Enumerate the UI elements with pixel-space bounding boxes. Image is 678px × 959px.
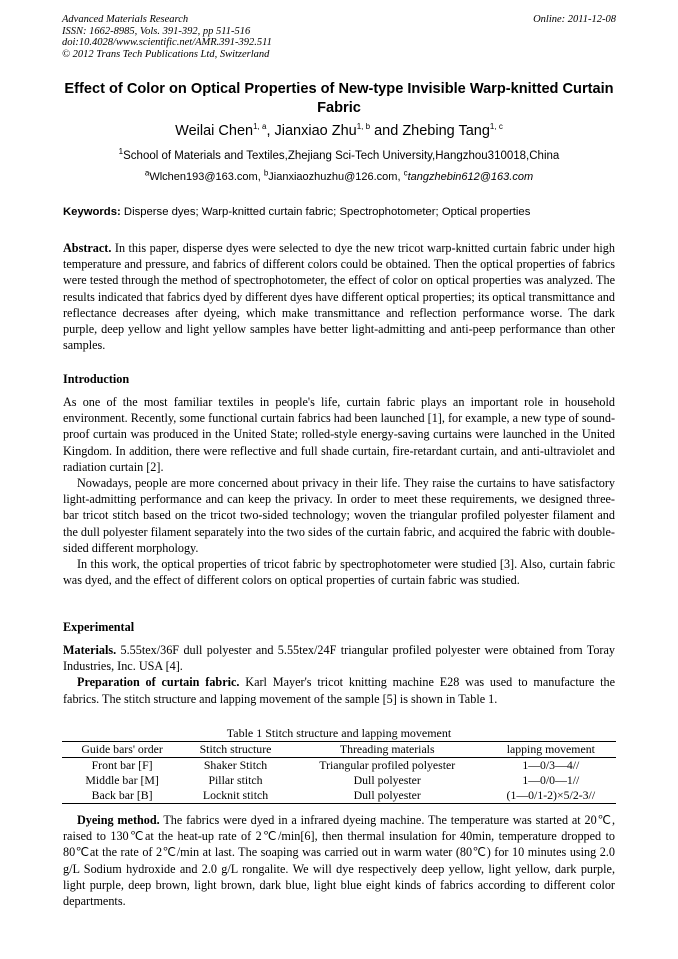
journal-name: Advanced Materials Research bbox=[62, 14, 189, 25]
author-name: Weilai Chen bbox=[175, 123, 254, 139]
table-cell: Dull polyester bbox=[353, 773, 421, 787]
email-address: Jianxiaozhuzhu@126.com bbox=[268, 171, 398, 183]
author-line bbox=[0, 123, 678, 139]
doi-line: doi:10.4028/www.scientific.net/AMR.391-392.511 bbox=[62, 37, 272, 49]
paragraph-materials bbox=[63, 642, 615, 674]
table-cell: Front bar [F] bbox=[91, 758, 153, 772]
journal-header bbox=[62, 14, 272, 60]
paragraph-preparation bbox=[63, 674, 615, 706]
email-line: $^a$Wlchen193@163.com, $^b$Jianxiaozhuzhu@126.com, $^c$tangzhebin612@163.com bbox=[144, 168, 534, 183]
affiliation bbox=[0, 147, 678, 162]
section-heading-introduction: Introduction bbox=[63, 372, 130, 386]
introduction-body bbox=[63, 394, 615, 588]
table-header-cell: Threading materials bbox=[289, 742, 486, 758]
abstract-text: In this paper, disperse dyes were selected to dye the new tricot warp-knitted curtain fabric under high temperature and pressure, and fabrics of different colors could be obtained. Then the optical properties of fabrics were tested through the method of spectrophotometer, the effect of color on optical properties was analyzed. The results indicated that fabrics dyed by different dyes have different optical properties; its optical transmittance and reflectance decreases after dyeing, which make transmittance and reflection performance worse. The dark purple, deep yellow and light yellow samples have better light-admitting and anti-peep performance than other samples. bbox=[63, 241, 615, 353]
table-header-cell: Stitch structure bbox=[182, 742, 289, 758]
stitch-table bbox=[62, 741, 616, 804]
table-cell: Dull polyester bbox=[289, 788, 486, 804]
table-cell: Back bar [B] bbox=[62, 788, 182, 804]
email-address: tangzhebin612@163.com bbox=[407, 171, 534, 183]
table-caption: Table 1 Stitch structure and lapping movement bbox=[226, 726, 452, 740]
author-separator: , bbox=[266, 123, 275, 139]
email-address: Wlchen193@163.com bbox=[149, 171, 258, 183]
table-cell: 1—0/3—4// bbox=[522, 758, 580, 772]
materials-label: Materials. bbox=[63, 643, 117, 657]
affiliation-text: School of Materials and Textiles,Zhejiang Sci-Tech University,Hangzhou310018,China bbox=[123, 150, 560, 162]
dyeing-text: The fabrics were dyed in a infrared dyeing machine. The temperature was started at 20℃, raised to 130℃at the heat-up rate of 2℃/min[6], then thermal insulation for 40min, temperature dropped to 80℃at the rate of 2℃/min at last. The soaping was carried out in warm water (80℃) for 10 minutes using 2.0 g/L Sodium hydroxide and 2.0 g/L rongalite. We will dye respectively deep yellow, light yellow, dark purple, light purple, deep brown, light brown, dark blue, light blue eight kinds of fabrics according to different color departments. bbox=[63, 813, 615, 909]
table-cell: (1—0/1-2)×5/2-3// bbox=[486, 788, 616, 804]
table-cell: Locknit stitch bbox=[182, 788, 289, 804]
copyright-line: © 2012 Trans Tech Publications Ltd, Switzerland bbox=[62, 48, 270, 60]
author-sup: 1, a bbox=[253, 122, 267, 132]
keywords-label: Keywords: bbox=[63, 206, 121, 218]
keywords bbox=[63, 206, 618, 218]
table-row bbox=[62, 773, 616, 788]
table-cell: 1—0/0—1// bbox=[522, 773, 580, 787]
email-sup: a bbox=[144, 168, 150, 178]
keywords-text: Disperse dyes; Warp-knitted curtain fabric; Spectrophotometer; Optical properties bbox=[123, 206, 531, 218]
table-row bbox=[62, 788, 616, 804]
abstract-label: Abstract. bbox=[63, 241, 112, 255]
abstract bbox=[63, 240, 615, 353]
preparation-label: Preparation of curtain fabric. bbox=[77, 675, 240, 690]
table-cell: Middle bar [M] bbox=[85, 773, 159, 787]
table-row bbox=[62, 758, 616, 774]
table-cell: Pillar stitch bbox=[208, 773, 263, 787]
paragraph: Nowadays, people are more concerned about privacy in their life. They raise the curtains to have satisfactory light-admitting performance and can keep the privacy. In order to meet these requirements, we designed three-bar tricot stitch based on the tricot two-sided technology; woven the triangular profiled polyester filament and the dull polyester filament separately into the two sides of the curtain fabric, and acquired the fabric with double-sided different morphology. bbox=[63, 476, 615, 555]
table-cell: Triangular profiled polyester bbox=[319, 758, 456, 772]
table-header-row bbox=[62, 742, 616, 758]
author-sup: 1, b bbox=[356, 122, 371, 132]
experimental-body bbox=[63, 642, 615, 707]
online-date: Online: 2011-12-08 bbox=[533, 14, 616, 25]
author-name: Jianxiao Zhu bbox=[274, 123, 357, 139]
table-cell: Shaker Stitch bbox=[203, 758, 268, 772]
table-header-cell: Guide bars' order bbox=[62, 742, 182, 758]
author-name: Zhebing Tang bbox=[402, 123, 490, 139]
section-heading-experimental: Experimental bbox=[63, 620, 135, 634]
paper-title: Effect of Color on Optical Properties of New-type Invisible Warp-knitted Curtain Fabric bbox=[64, 81, 614, 116]
email-sup: c bbox=[403, 168, 408, 178]
paragraph-dyeing bbox=[63, 812, 615, 909]
email-sup: b bbox=[263, 168, 269, 178]
paragraph: In this work, the optical properties of tricot fabric by spectrophotometer were studied [3]. Also, curtain fabric was dyed, and the effect of different colors on optical properties of curtain fabric was studied. bbox=[63, 557, 615, 588]
issn-line: ISSN: 1662-8985, Vols. 391-392, pp 511-516 bbox=[62, 25, 251, 37]
preparation-text: Karl Mayer's tricot knitting machine E28 was used to manufacture the fabrics. The stitch structure and lapping movement of the sample [5] is shown in Table 1. bbox=[63, 675, 616, 706]
author-separator: and bbox=[370, 123, 403, 139]
author-sup: 1, c bbox=[489, 122, 503, 132]
table-header-cell: lapping movement bbox=[486, 742, 616, 758]
dyeing-label: Dyeing method. bbox=[77, 813, 160, 827]
affiliation-sup: 1 bbox=[118, 147, 124, 157]
materials-text: 5.55tex/36F dull polyester and 5.55tex/24F triangular profiled polyester were obtained from Toray Industries, Inc. USA [4]. bbox=[63, 643, 615, 674]
paragraph: As one of the most familiar textiles in people's life, curtain fabric plays an important role in household environment. Recently, some functional curtain fabrics had been launched [1], for example, a new type of sound-proof curtain was produced in the United State; rolled-style energy-saving curtains were launched in the United Kingdom. In addition, there were reflective and full shade curtain, fire-retardant curtain, and anti-ultraviolet and radiation curtain [2]. bbox=[63, 395, 615, 474]
